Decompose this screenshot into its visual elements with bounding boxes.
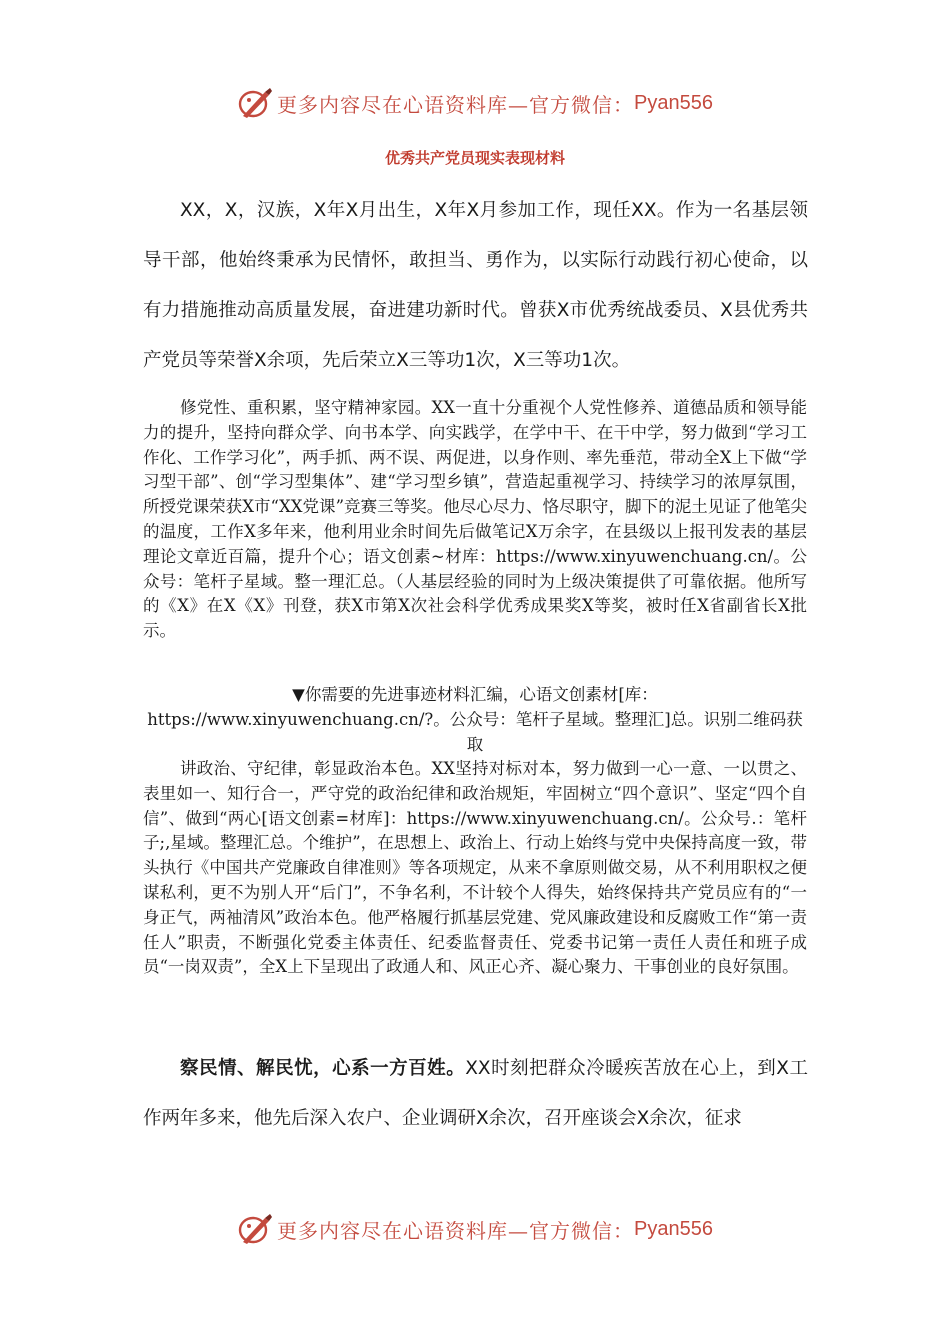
material-link-note: ▼你需要的先进事迹材料汇编，心语文创素材[库：https://www.xinyuwenchuang.cn/?。公众号：笔杆子星域。整理汇]总。识别二维码获取 [147, 685, 803, 754]
paragraph-body: XX时刻把群众冷暖疾苦放在心上，到X工作两年多来，他先后深入农户、企业调研X余次，召开座谈会X余次，征求 [143, 1058, 808, 1129]
pen-circle-logo-icon [237, 1212, 273, 1246]
watermark-text: 更多内容尽在心语资料库—官方微信： [277, 1218, 635, 1243]
paragraph-party-spirit: 修党性、重积累，坚守精神家园。XX一直十分重视个人党性修养、道德品质和领导能力的提升，坚持向群众学、向书本学、向实践学，在学中干、在干中学，努力做到“学习工作化、工作学习化”，两手抓、两不误、两促进，以身作则、率先垂范，带动全X上下做“学习型干部”、创“学习型集体”、建“学习型乡镇”，营造起重视学习、持续学习的浓厚氛围，所授党课荣获X市“XX党课”竞赛三等奖。他尽心尽力、恪尽职守，脚下的泥土见证了他笔尖的温度，工作X多年来，他利用业余时间先后做笔记X万余字，在县级以上报刊发表的基层理论文章近百篇，提升个心；语文创素~材库：https://www.xinyuwenchuang.cn/。公众号：笔杆子星域。整一理汇总。（人基层经验的同时为上级决策提供了可靠依据。他所写的《X》在X《X》刊登，获X市第X次社会科学优秀成果奖X等奖，被时任X省副省长X批示。 [143, 398, 807, 641]
document-title: 优秀共产党员现实表现材料 [384, 149, 565, 167]
watermark-wechat-id: Pyan556 [634, 1217, 713, 1240]
watermark-footer [0, 1212, 950, 1246]
pen-circle-logo-icon [237, 86, 273, 120]
paragraph-intro: XX，X，汉族，X年X月出生，X年X月参加工作，现任XX。作为一名基层领导干部，他始终秉承为民情怀，敢担当、勇作为，以实际行动践行初心使命，以有力措施推动高质量发展，奋进建功新时代。曾获X市优秀统战委员、X县优秀共产党员等荣誉X余项，先后荣立X三等功1次，X三等功1次。 [143, 200, 808, 371]
paragraph-people-concerns [143, 1044, 808, 1144]
paragraph-heading: 察民情、解民忧，心系一方百姓。 [180, 1058, 466, 1079]
watermark-header [0, 86, 950, 120]
paragraph-politics-discipline: 讲政治、守纪律，彰显政治本色。XX坚持对标对本，努力做到一心一意、一以贯之、表里如一、知行合一，严守党的政治纪律和政治规矩，牢固树立“四个意识”、坚定“四个自信”、做到“两心[语文创素=材库]：https://www.xinyuwenchuang.cn/。公众号.：笔杆子;,星域。整理汇总。个维护”，在思想上、政治上、行动上始终与党中央保持高度一致，带头执行《中国共产党廉政自律准则》等各项规定，从来不拿原则做交易，从不利用职权之便谋私利，更不为别人开“后门”，不争名利，不计较个人得失，始终保持共产党员应有的“一身正气，两袖清风”政治本色。他严格履行抓基层党建、党风廉政建设和反腐败工作“第一责任人”职责，不断强化党委主体责任、纪委监督责任、党委书记第一责任人责任和班子成员“一岗双责”，全X上下呈现出了政通人和、风正心齐、凝心聚力、干事创业的良好氛围。 [143, 759, 807, 977]
watermark-wechat-id: Pyan556 [634, 91, 713, 114]
watermark-text: 更多内容尽在心语资料库—官方微信： [277, 92, 635, 117]
